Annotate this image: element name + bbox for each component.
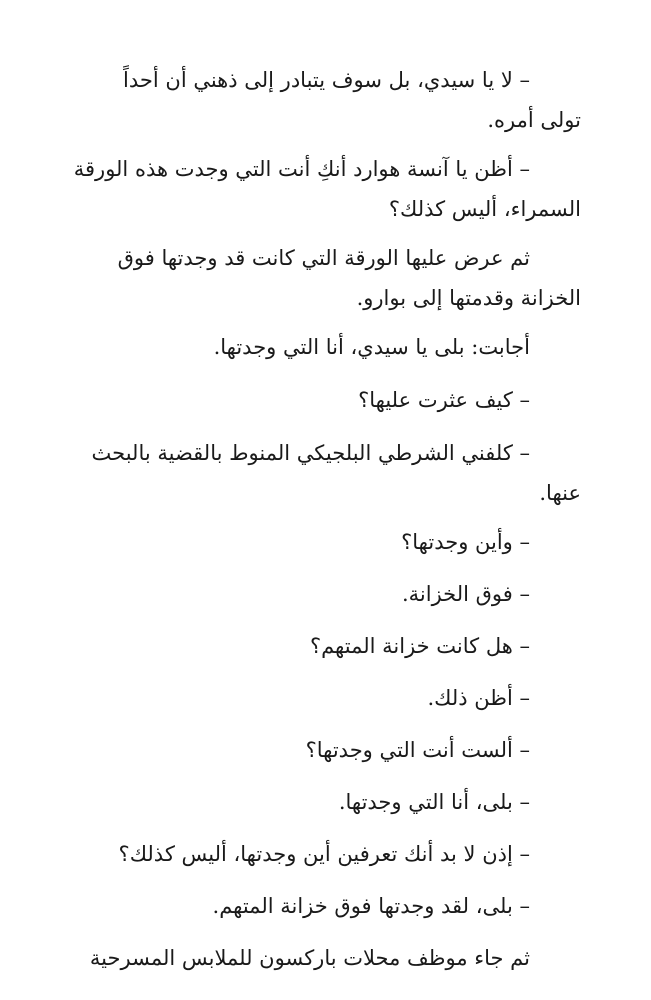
dialogue-paragraph [402,574,530,614]
text-line: – لا يا سيدي، بل سوف يتبادر إلى ذهني أن أحداً [123,68,530,92]
text-line: – وأين وجدتها؟ [401,530,530,554]
dialogue-paragraph [119,834,530,874]
text-line: تولى أمره. [487,108,581,132]
text-line: ثم عرض عليها الورقة التي كانت قد وجدتها فوق [117,246,530,270]
text-line: – بلى، أنا التي وجدتها. [338,790,530,814]
text-line: – هل كانت خزانة المتهم؟ [309,634,530,658]
text-line: الخزانة وقدمتها إلى بوارو. [356,286,581,310]
dialogue-paragraph [427,678,530,718]
dialogue-paragraph [70,149,581,229]
text-line: – فوق الخزانة. [401,582,530,606]
text-line: السمراء، أليس كذلك؟ [388,197,581,221]
dialogue-paragraph [339,782,530,822]
text-line: – أظن يا آنسة هوارد أنكِ أنت التي وجدت هذه الورقة [73,157,530,181]
dialogue-paragraph [70,433,581,513]
narrative-paragraph [70,238,581,318]
dialogue-paragraph [401,522,530,562]
dialogue-paragraph [310,626,530,666]
dialogue-paragraph [358,380,530,420]
dialogue-paragraph [213,886,530,926]
text-line: – كيف عثرت عليها؟ [358,388,530,412]
text-line: – إذن لا بد أنك تعرفين أين وجدتها، أليس كذلك؟ [118,842,530,866]
text-line: – أظن ذلك. [427,686,530,710]
text-line: ثم جاء موظف محلات باركسون للملابس المسرحية [89,946,530,970]
dialogue-paragraph [306,730,530,770]
text-line: – ألست أنت التي وجدتها؟ [305,738,530,762]
narrative-paragraph [90,938,530,978]
text-line: – بلى، لقد وجدتها فوق خزانة المتهم. [212,894,530,918]
narrative-paragraph [214,327,530,367]
dialogue-paragraph [70,60,581,140]
text-line: عنها. [539,481,581,505]
text-line: أجابت: بلى يا سيدي، أنا التي وجدتها. [213,335,530,359]
text-line: – كلفني الشرطي البلجيكي المنوط بالقضية بالبحث [91,441,530,465]
